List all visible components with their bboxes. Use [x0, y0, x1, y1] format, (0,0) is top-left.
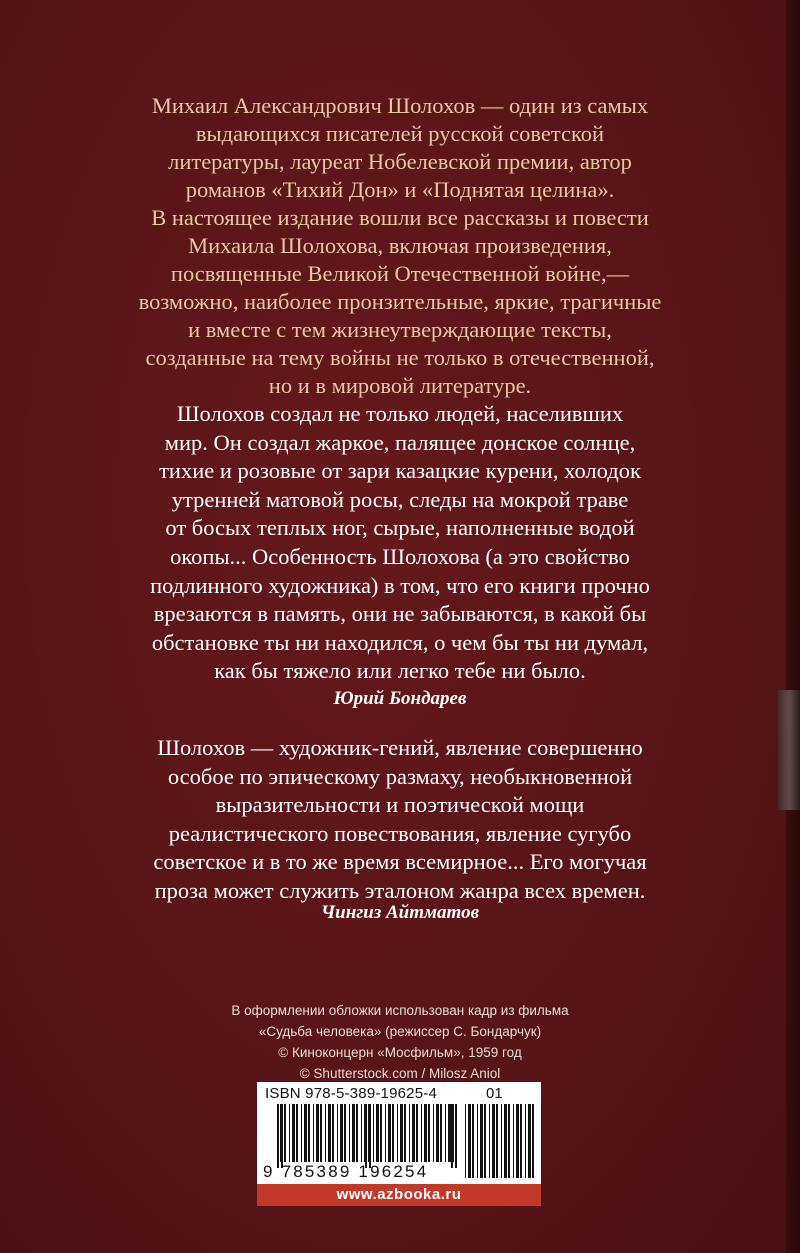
- annotation-line: созданные на тему войны не только в отечественной,: [145, 345, 655, 370]
- publisher-website[interactable]: www.azbooka.ru: [257, 1184, 541, 1206]
- barcode-bar: [428, 1104, 430, 1162]
- barcode-bar: [304, 1104, 307, 1162]
- quote-line: реалистического повествования, явление сугубо: [168, 820, 632, 846]
- barcode-bar: [316, 1104, 319, 1162]
- quote-line: проза может служить эталоном жанра всех времен.: [154, 877, 646, 903]
- barcode-bar: [445, 1104, 446, 1162]
- quote-line: от босых теплых ног, сырые, наполненные водой: [165, 515, 635, 541]
- barcode-bar: [325, 1104, 326, 1162]
- barcode-bar: [412, 1104, 415, 1162]
- barcode-bar: [516, 1104, 519, 1178]
- quote-line: Шолохов создал не только людей, населивших: [176, 401, 624, 426]
- barcode-bar: [489, 1104, 490, 1178]
- barcode-bar: [433, 1104, 434, 1162]
- barcode-bar: [289, 1104, 290, 1162]
- annotation-line: романов «Тихий Дон» и «Поднятая целина».: [185, 177, 615, 202]
- barcode-guard-bar: [451, 1104, 453, 1168]
- barcode-bar: [404, 1104, 406, 1162]
- barcode-bar: [508, 1104, 510, 1178]
- barcode-bar: [501, 1104, 502, 1178]
- quote-line: советское и в то же время всемирное... Его могучая: [153, 849, 647, 875]
- credits-line: © Shutterstock.com / Milosz Aniol: [299, 1066, 501, 1081]
- barcode-bar: [436, 1104, 439, 1162]
- barcode-bar: [492, 1104, 495, 1178]
- barcode-bar: [332, 1104, 334, 1162]
- barcode-bar: [352, 1104, 355, 1162]
- barcode-bar: [421, 1104, 422, 1162]
- barcode-bar: [356, 1104, 358, 1162]
- quote-bondarev: [95, 400, 705, 686]
- price-addon-code: 01: [486, 1085, 503, 1102]
- barcode-bar: [328, 1104, 331, 1162]
- barcode-bar: [484, 1104, 486, 1178]
- barcode-bar: [528, 1104, 531, 1178]
- barcode-bar: [477, 1104, 478, 1178]
- barcode-bar: [385, 1104, 386, 1162]
- cover-edge-photo-strip: [778, 690, 800, 810]
- barcode-bar: [320, 1104, 322, 1162]
- barcode-bar: [376, 1104, 379, 1162]
- isbn-barcode: [257, 1082, 541, 1184]
- annotation-line: возможно, наиболее пронзительные, яркие, трагичные: [138, 289, 662, 314]
- quote-line: особое по эпическому размаху, необыкновенной: [167, 763, 633, 789]
- barcode-bar: [400, 1104, 403, 1162]
- annotation-line: Михаила Шолохова, включая произведения,: [188, 233, 612, 258]
- barcode-bar: [340, 1104, 343, 1162]
- barcode-bar: [296, 1104, 298, 1162]
- quote-line: мир. Он создал жаркое, палящее донское солнце,: [164, 429, 636, 455]
- barcode-guard-bar: [277, 1104, 279, 1168]
- quote-line: Шолохов — художник-гений, явление совершенно: [157, 735, 643, 760]
- annotation-line: но и в мировой литературе.: [268, 373, 532, 398]
- barcode-bar: [480, 1104, 483, 1178]
- quote-line: окопы... Особенность Шолохова (а это свойство: [170, 543, 630, 569]
- credits-line: В оформлении обложки использован кадр из фильма: [231, 1003, 569, 1018]
- book-annotation: [90, 92, 710, 400]
- quote-line: как бы тяжело или легко тебе ни было.: [214, 658, 586, 684]
- isbn-number: ISBN 978-5-389-19625-4: [265, 1085, 438, 1102]
- quote-author-bondarev: Юрий Бондарев: [333, 688, 467, 709]
- barcode-bar: [513, 1104, 514, 1178]
- quote-line: обстановке ты ни находился, о чем бы ты ни думал,: [151, 629, 649, 655]
- barcode-bar: [388, 1104, 391, 1162]
- barcode-bar: [284, 1104, 286, 1162]
- barcode-bar: [468, 1104, 471, 1178]
- barcode-bar: [292, 1104, 295, 1162]
- quote-aitmatov: [95, 734, 705, 906]
- annotation-line: выдающихся писателей русской советской: [195, 121, 605, 146]
- barcode-bar: [525, 1104, 526, 1178]
- barcode-bar: [520, 1104, 522, 1178]
- barcode-bar: [424, 1104, 427, 1162]
- annotation-line: литературы, лауреат Нобелевской премии, автор: [168, 149, 632, 174]
- cover-credits: [200, 1000, 600, 1084]
- annotation-line: посвященные Великой Отечественной войне,—: [170, 261, 630, 286]
- barcode-guard-bar: [281, 1104, 283, 1168]
- barcode-bar: [465, 1104, 466, 1178]
- annotation-line: Михаил Александрович Шолохов — один из самых: [151, 93, 649, 118]
- barcode-bar: [313, 1104, 314, 1162]
- quote-line: подлинного художника) в том, что его книги прочно: [150, 572, 650, 598]
- barcode-bar: [373, 1104, 374, 1162]
- credits-line: «Судьба человека» (режиссер С. Бондарчук): [258, 1024, 542, 1039]
- barcode-bar: [472, 1104, 474, 1178]
- barcode-bar: [504, 1104, 507, 1178]
- quote-line: выразительности и поэтической мощи: [215, 792, 585, 818]
- annotation-line: В настоящее издание вошли все рассказы и повести: [151, 205, 649, 230]
- barcode-guard-bar: [365, 1104, 367, 1168]
- barcode-bar: [448, 1104, 451, 1162]
- quote-line: утренней матовой росы, следы на мокрой траве: [171, 486, 629, 512]
- barcode-bar: [392, 1104, 394, 1162]
- annotation-line: и вместе с тем жизнеутверждающие тексты,: [188, 317, 612, 342]
- ean-digits: 9 785389 196254: [263, 1162, 429, 1181]
- barcode-bar: [440, 1104, 442, 1162]
- barcode-bar: [344, 1104, 346, 1162]
- barcode-bar: [409, 1104, 410, 1162]
- quote-line: врезаются в память, они не забываются, в какой бы: [153, 601, 647, 627]
- barcode-bar: [380, 1104, 382, 1162]
- credits-line: © Киноконцерн «Мосфильм», 1959 год: [278, 1045, 522, 1060]
- quote-line: тихие и розовые от зари казацкие курени, холодок: [159, 458, 641, 484]
- barcode-bar: [361, 1104, 362, 1162]
- barcode-guard-bar: [455, 1104, 457, 1168]
- barcode-bar: [308, 1104, 310, 1162]
- quote-author-aitmatov: Чингиз Айтматов: [320, 902, 480, 923]
- barcode-bar: [532, 1104, 534, 1178]
- barcode-bar: [416, 1104, 418, 1162]
- barcode-bar: [349, 1104, 350, 1162]
- barcode-bar: [496, 1104, 498, 1178]
- barcode-bar: [337, 1104, 338, 1162]
- cover-edge: [786, 0, 800, 1253]
- barcode-guard-bar: [369, 1104, 371, 1168]
- barcode-bar: [301, 1104, 302, 1162]
- barcode-bar: [397, 1104, 398, 1162]
